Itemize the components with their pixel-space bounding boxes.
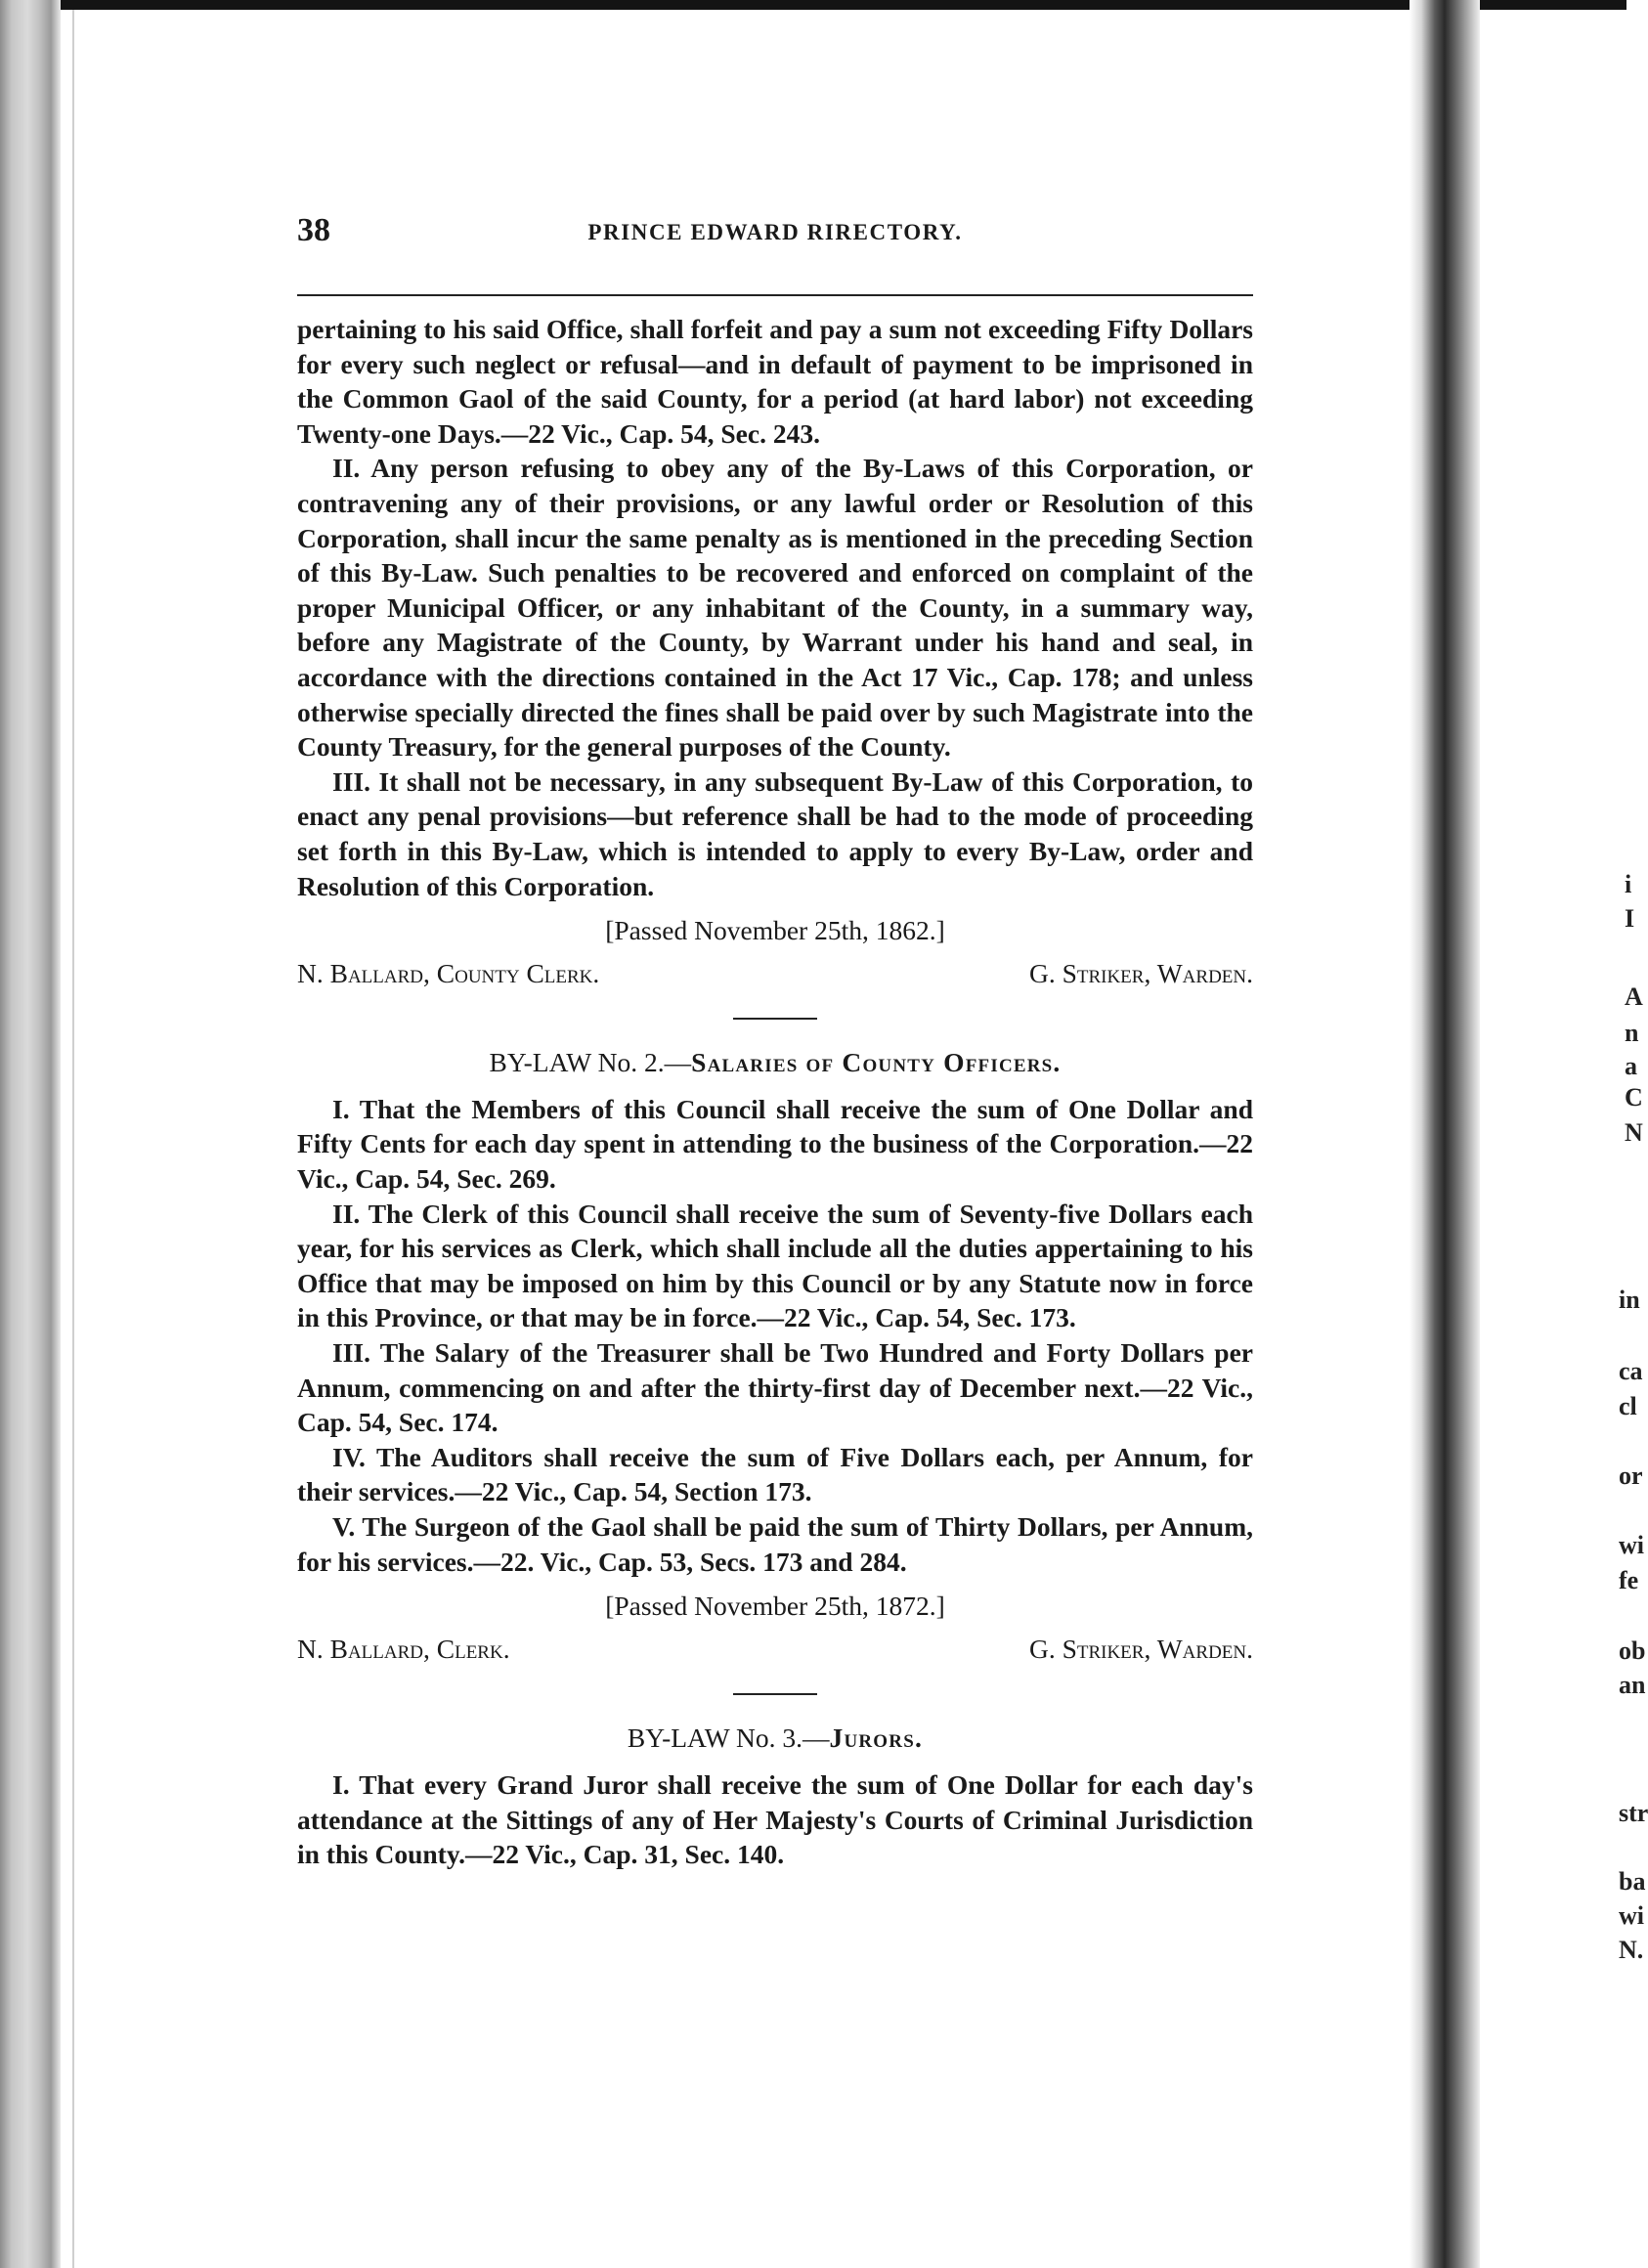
facing-page-fragment: str — [1619, 1799, 1648, 1827]
bylaw-2-section-iii: III. The Salary of the Treasurer shall be Two Hundred and Forty Dollars per Annum, commencing on and after the thirty-first day of December next.—22 Vic., Cap. 54, Sec. 174. — [297, 1337, 1253, 1438]
bylaw-3-section-i: I. That every Grand Juror shall receive the sum of One Dollar for each day's attendance at the Sittings of any of Her Majesty's Courts of Criminal Jurisdiction in this County.—22 Vic., Cap. 31, Sec. 140. — [297, 1768, 1253, 1870]
section-divider — [733, 1018, 817, 1020]
bylaw-2-heading — [297, 1045, 1253, 1080]
signature-line — [297, 1632, 1253, 1667]
clerk-signature: N. Ballard, County Clerk. — [297, 957, 600, 988]
facing-page-fragment: I — [1625, 904, 1635, 933]
bylaw-2-section-v: V. The Surgeon of the Gaol shall be paid the sum of Thirty Dollars, per Annum, for his services.—22. Vic., Cap. 53, Secs. 173 and 284. — [297, 1511, 1253, 1577]
facing-page-fragment: N. — [1619, 1936, 1644, 1964]
facing-page — [1480, 10, 1648, 2268]
bylaw-3-subject: Jurors. — [829, 1723, 924, 1754]
passed-date: [Passed November 25th, 1862.] — [605, 915, 945, 946]
scan-left-page-shadow — [72, 10, 74, 2268]
passed-date: [Passed November 25th, 1872.] — [605, 1591, 945, 1622]
bylaw-2-section-i: I. That the Members of this Council shall receive the sum of One Dollar and Fifty Cents for each day spent in attending to the business of the Corporation.—22 Vic., Cap. 54, Sec. 269. — [297, 1093, 1253, 1195]
running-title: PRINCE EDWARD RIRECTORY. — [587, 220, 963, 244]
bylaw-3-number: BY-LAW No. 3.— — [627, 1723, 830, 1754]
facing-page-fragment: n — [1625, 1019, 1639, 1047]
bylaw-2-section-ii: II. The Clerk of this Council shall receive the sum of Seventy-five Dollars each year, for his services as Clerk, which shall include all the duties appertaining to his Office that may be imposed on him by this Council or by any Statute now in force in this Province, or that may be in force.—22 Vic., Cap. 54, Sec. 173. — [297, 1198, 1253, 1333]
continued-section-text: pertaining to his said Office, shall forfeit and pay a sum not exceeding Fifty Dollars for every such neglect or refusal—and in default of payment to be imprisoned in the Common Gaol of the said County, for a period (at hard labor) not exceeding Twenty-one Days.—22 Vic., Cap. 54, Sec. 243. — [297, 314, 1253, 449]
facing-page-fragment: cl — [1619, 1392, 1637, 1420]
section-divider — [733, 1693, 817, 1695]
bylaw-3-heading — [297, 1721, 1253, 1756]
facing-page-fragment: i — [1625, 870, 1632, 898]
bylaw-2-number: BY-LAW No. 2.— — [489, 1047, 692, 1078]
facing-page-fragment: a — [1625, 1052, 1637, 1080]
facing-page-fragment: in — [1619, 1286, 1640, 1314]
scan-left-binding-edge — [0, 0, 61, 2268]
facing-page-fragment: wi — [1619, 1901, 1644, 1930]
header-rule — [297, 294, 1253, 296]
bylaw-2-section-iv: IV. The Auditors shall receive the sum of Five Dollars each, per Annum, for their services.—22 Vic., Cap. 54, Section 173. — [297, 1441, 1253, 1507]
page-number: 38 — [297, 212, 330, 248]
clerk-signature: N. Ballard, Clerk. — [297, 1633, 510, 1664]
bylaw-2-subject: Salaries of County Officers. — [691, 1047, 1062, 1078]
signature-line — [297, 956, 1253, 991]
warden-signature: G. Striker, Warden. — [1028, 957, 1253, 988]
facing-page-fragment: ba — [1619, 1867, 1646, 1896]
facing-page-fragment: wi — [1619, 1531, 1644, 1559]
book-page — [297, 200, 1253, 1872]
facing-page-fragment: or — [1619, 1461, 1643, 1490]
facing-page-fragment: A — [1625, 982, 1643, 1011]
facing-page-fragment: fe — [1619, 1566, 1639, 1594]
scan-top-edge — [0, 0, 1626, 10]
facing-page-fragment: an — [1619, 1671, 1646, 1699]
facing-page-fragment: N — [1625, 1118, 1643, 1147]
facing-page-fragment: ob — [1619, 1636, 1646, 1665]
facing-page-fragment: C — [1625, 1083, 1643, 1112]
running-head — [297, 200, 1253, 259]
facing-page-fragment: ca — [1619, 1357, 1643, 1385]
section-iii-text: III. It shall not be necessary, in any subsequent By-Law of this Corporation, to enact any penal provisions—but reference shall be had to the mode of proceeding set forth in this By-Law, which is intended to apply to every By-Law, order and Resolution of this Corporation. — [297, 765, 1253, 901]
book-gutter — [1409, 0, 1480, 2268]
section-ii-text: II. Any person refusing to obey any of the By-Laws of this Corporation, or contravening any of their provisions, or any lawful order or Resolution of this Corporation, shall incur the same penalty as is mentioned in the preceding Section of this By-Law. Such penalties to be recovered and enforced on complaint of the proper Municipal Officer, or any inhabitant of the County, in a summary way, before any Magistrate of the County, by Warrant under his hand and seal, in accordance with the directions contained in the Act 17 Vic., Cap. 178; and unless otherwise specially directed the fines shall be paid over by such Magistrate into the County Treasury, for the general purposes of the County. — [297, 453, 1253, 763]
warden-signature: G. Striker, Warden. — [1028, 1633, 1253, 1664]
